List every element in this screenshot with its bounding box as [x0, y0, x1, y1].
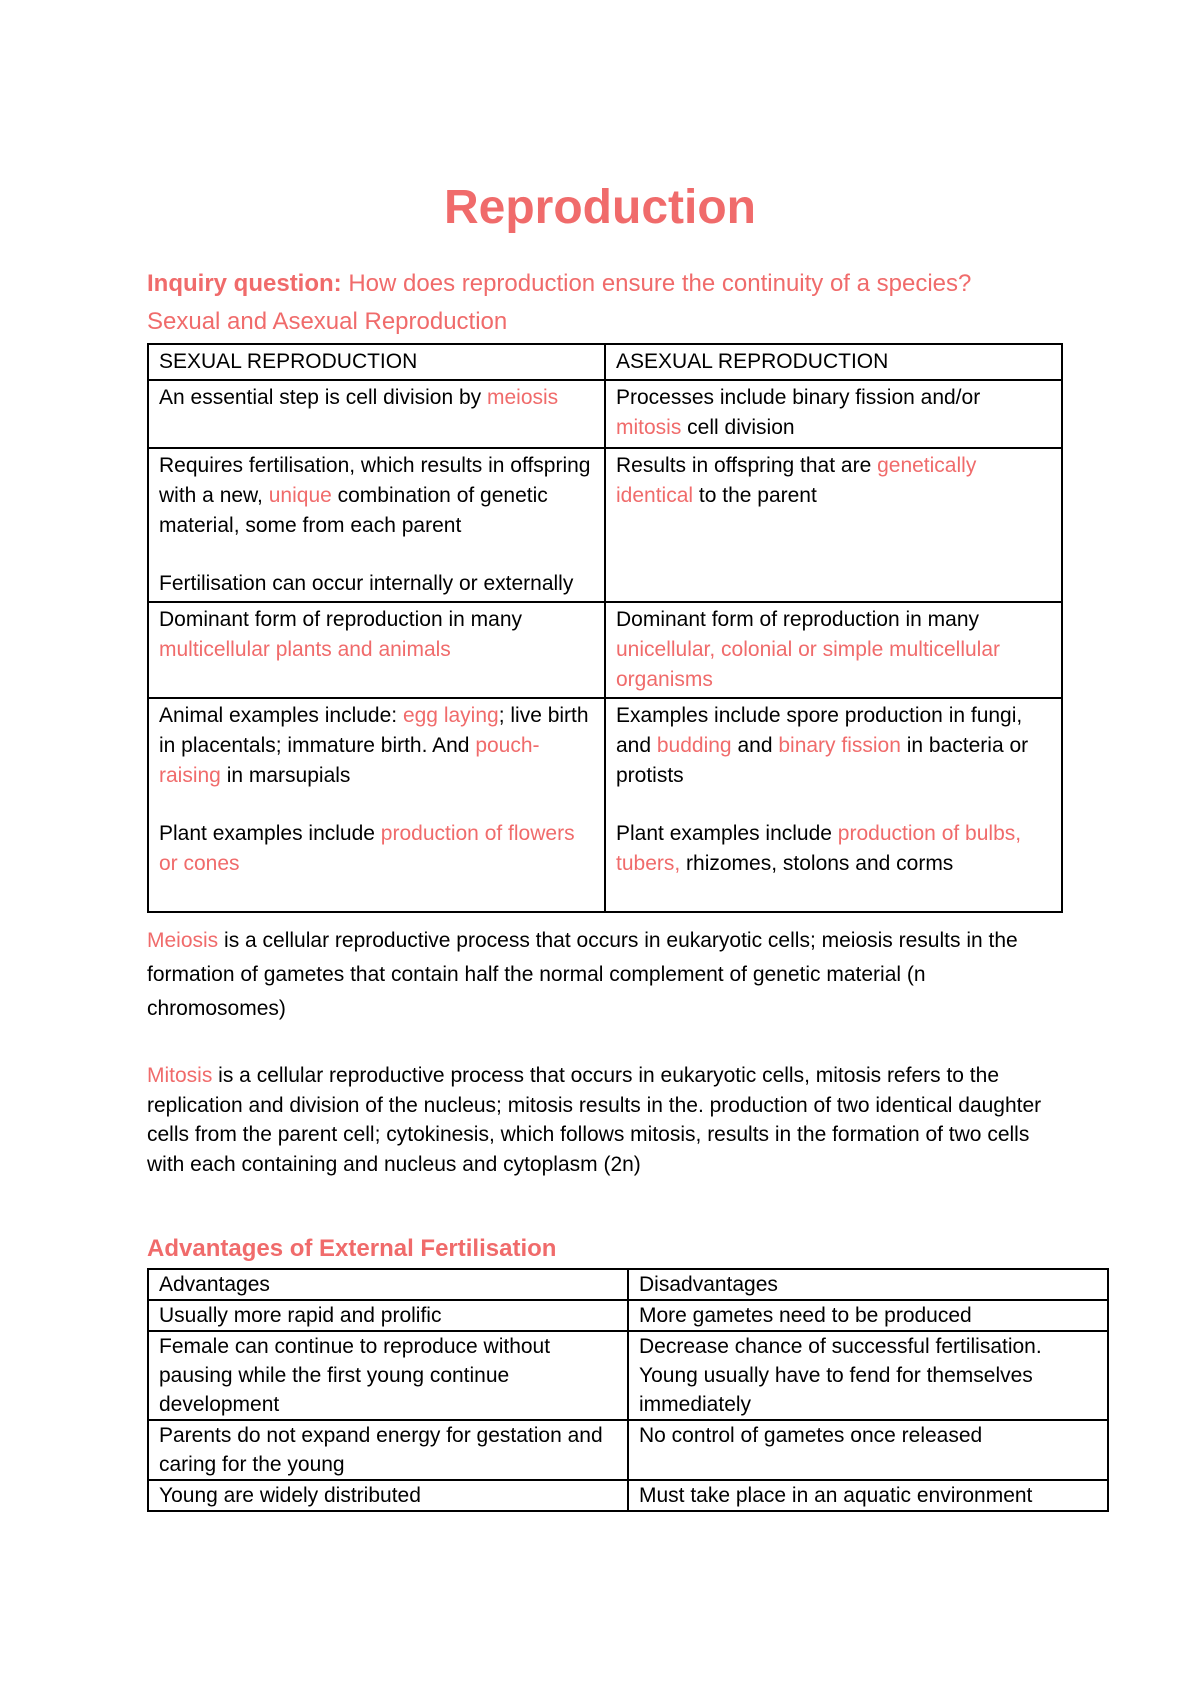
cell-text: Plant examples include — [159, 822, 381, 845]
cell-text: Requires fertilisation, which results in offspring with a new, — [159, 454, 591, 507]
meiosis-text: is a cellular reproductive process that occurs in eukaryotic cells; meiosis results in the formation of gametes that contain half the normal complement of genetic material (n chromosomes) — [147, 929, 1018, 1020]
cell-text: rhizomes, stolons and corms — [680, 852, 954, 875]
cell-text: Examples include spore production in fungi, and — [616, 704, 1023, 757]
asexual-cell — [605, 448, 1062, 602]
cell-text: ; live birth in placentals; immature birth. And — [159, 704, 589, 757]
highlighted-term: production of bulbs, tubers, — [616, 822, 1022, 875]
advantage-cell: Usually more rapid and prolific — [148, 1300, 628, 1331]
disadvantage-cell: More gametes need to be produced — [628, 1300, 1108, 1331]
sexual-cell — [148, 602, 605, 698]
paragraph-gap — [159, 791, 594, 819]
mitosis-text: is a cellular reproductive process that occurs in eukaryotic cells, mitosis refers to the replication and division of the nucleus; mitosis results in the. production of two identical daughter cells from the parent cell; cytokinesis, which follows mitosis, results in the formation of two cells with each containing and nucleus and cytoplasm (2n) — [147, 1064, 1042, 1176]
cell-text: cell division — [681, 416, 795, 439]
inquiry-question — [147, 268, 971, 300]
paragraph-gap — [159, 541, 594, 569]
header-asexual: ASEXUAL REPRODUCTION — [605, 344, 1062, 380]
highlighted-term: genetically identical — [616, 454, 977, 507]
cell-text: Results in offspring that are — [616, 454, 878, 477]
table-row — [148, 1300, 1108, 1331]
meiosis-paragraph — [147, 924, 1067, 1026]
cell-text: in marsupials — [220, 764, 351, 787]
header-advantages: Advantages — [148, 1269, 628, 1300]
table-row — [148, 1331, 1108, 1420]
header-disadvantages: Disadvantages — [628, 1269, 1108, 1300]
advantage-cell: Parents do not expand energy for gestation and caring for the young — [148, 1420, 628, 1480]
inquiry-label: Inquiry question: — [147, 270, 342, 297]
highlighted-term: mitosis — [616, 416, 682, 439]
highlighted-term: production of flowers or cones — [159, 822, 575, 875]
disadvantage-cell: Must take place in an aquatic environment — [628, 1480, 1108, 1511]
meiosis-term: Meiosis — [147, 929, 219, 952]
highlighted-term: unicellular, colonial or simple multicellular organisms — [616, 638, 1000, 691]
table-header-row — [148, 1269, 1108, 1300]
table-row — [148, 602, 1062, 698]
table-row — [148, 448, 1062, 602]
section-heading-sexual-asexual: Sexual and Asexual Reproduction — [147, 308, 508, 335]
asexual-cell — [605, 602, 1062, 698]
cell-text: Dominant form of reproduction in many — [159, 608, 522, 631]
sexual-cell — [148, 380, 605, 448]
mitosis-term: Mitosis — [147, 1064, 213, 1087]
table-row — [148, 698, 1062, 912]
cell-text: An essential step is cell division by — [159, 386, 487, 409]
external-fertilisation-table — [147, 1268, 1109, 1512]
table-row — [148, 1420, 1108, 1480]
highlighted-term: pouch-raising — [159, 734, 540, 787]
cell-text: Fertilisation can occur internally or externally — [159, 572, 574, 595]
highlighted-term: egg laying — [402, 704, 499, 727]
disadvantage-cell: Decrease chance of successful fertilisation. Young usually have to fend for themselves immediately — [628, 1331, 1108, 1420]
reproduction-comparison-table — [147, 343, 1063, 913]
cell-text: Processes include binary fission and/or — [616, 386, 981, 409]
cell-text: to the parent — [693, 484, 817, 507]
highlighted-term: meiosis — [487, 386, 559, 409]
table-row — [148, 1480, 1108, 1511]
table-row — [148, 380, 1062, 448]
cell-text: Plant examples include — [616, 822, 838, 845]
highlighted-term: multicellular plants and animals — [159, 638, 451, 661]
paragraph-gap — [616, 791, 1051, 819]
asexual-cell — [605, 380, 1062, 448]
highlighted-term: budding — [656, 734, 732, 757]
sexual-cell — [148, 698, 605, 912]
cell-text: Animal examples include: — [159, 704, 403, 727]
cell-text: Dominant form of reproduction in many — [616, 608, 979, 631]
table-header-row — [148, 344, 1062, 380]
inquiry-text: How does reproduction ensure the continuity of a species? — [341, 270, 972, 297]
page-title: Reproduction — [444, 181, 756, 234]
cell-text: combination of genetic material, some from each parent — [159, 484, 548, 537]
section-heading-external-fertilisation: Advantages of External Fertilisation — [147, 1235, 557, 1262]
cell-text: in bacteria or protists — [616, 734, 1029, 787]
cell-text: and — [731, 734, 779, 757]
disadvantage-cell: No control of gametes once released — [628, 1420, 1108, 1480]
mitosis-paragraph — [147, 1061, 1067, 1179]
asexual-cell — [605, 698, 1062, 912]
advantage-cell: Female can continue to reproduce without pausing while the first young continue development — [148, 1331, 628, 1420]
advantage-cell: Young are widely distributed — [148, 1480, 628, 1511]
highlighted-term: binary fission — [778, 734, 901, 757]
header-sexual: SEXUAL REPRODUCTION — [148, 344, 605, 380]
sexual-cell — [148, 448, 605, 602]
highlighted-term: unique — [268, 484, 332, 507]
